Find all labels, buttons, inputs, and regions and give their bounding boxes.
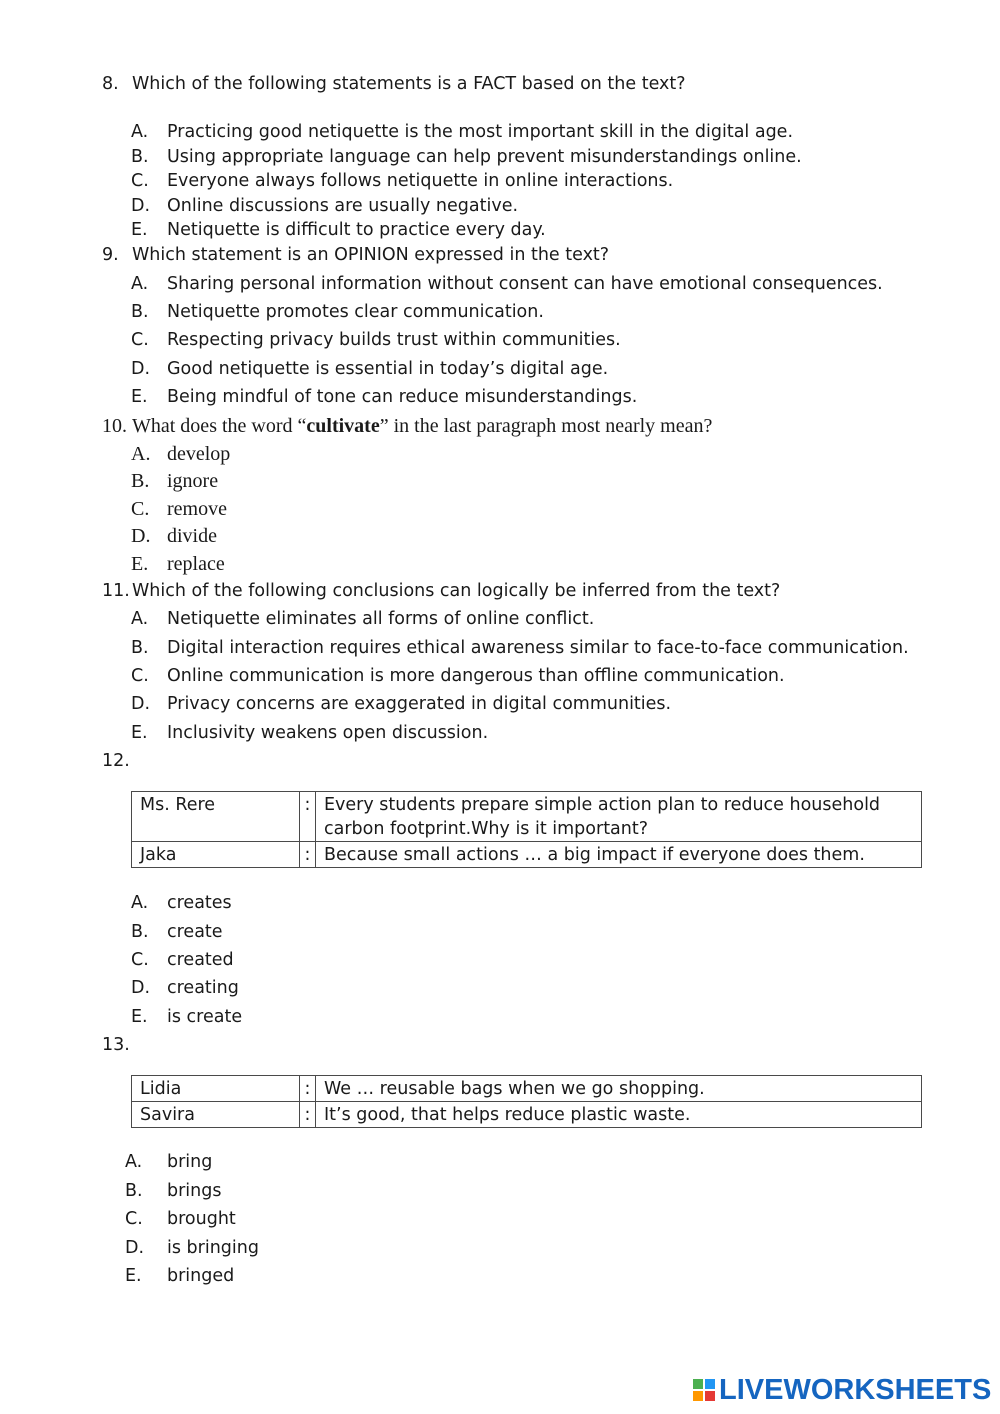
question-text: Which statement is an OPINION expressed in the text?: [132, 245, 610, 265]
option-text: Privacy concerns are exaggerated in digital communities.: [167, 694, 672, 714]
question-11: [102, 579, 781, 603]
option-letter: B.: [131, 302, 149, 322]
separator: :: [300, 1102, 316, 1128]
separator: :: [300, 792, 316, 842]
utterance-line: carbon footprint.Why is it important?: [324, 819, 649, 839]
option-text: brought: [167, 1209, 236, 1229]
option-letter: E.: [131, 387, 148, 407]
option-12d[interactable]: [131, 976, 239, 1000]
utterance-line: Every students prepare simple action plan to reduce household: [324, 795, 881, 815]
question-text: [132, 414, 712, 438]
option-letter: A.: [131, 893, 149, 913]
utterance: We … reusable bags when we go shopping.: [316, 1076, 922, 1102]
utterance: Because small actions … a big impact if everyone does them.: [316, 842, 922, 868]
option-letter: E.: [131, 1007, 148, 1027]
dialogue-row: [132, 1102, 922, 1128]
question-9: [102, 243, 610, 267]
option-letter: B.: [131, 638, 149, 658]
option-text: Being mindful of tone can reduce misunderstandings.: [167, 387, 638, 407]
option-letter: C.: [131, 330, 149, 350]
option-text: replace: [167, 553, 225, 575]
option-letter: B.: [125, 1181, 143, 1201]
option-text: ignore: [167, 470, 219, 492]
option-text: divide: [167, 525, 217, 547]
option-9b[interactable]: [131, 300, 544, 324]
option-text: Netiquette eliminates all forms of online conflict.: [167, 609, 595, 629]
option-text: Using appropriate language can help prevent misunderstandings online.: [167, 147, 802, 167]
option-letter: E.: [131, 553, 149, 575]
option-10e[interactable]: [131, 552, 225, 576]
dialogue-row: [132, 1076, 922, 1102]
speaker: Jaka: [132, 842, 300, 868]
option-text: is bringing: [167, 1238, 259, 1258]
question-number: 9.: [102, 245, 119, 265]
option-letter: C.: [131, 950, 149, 970]
option-letter: E.: [125, 1266, 142, 1286]
option-9c[interactable]: [131, 328, 621, 352]
option-8b[interactable]: [131, 145, 802, 169]
option-11e[interactable]: [131, 721, 489, 745]
option-10c[interactable]: [131, 497, 227, 521]
utterance: [316, 792, 922, 842]
option-text: created: [167, 950, 234, 970]
separator: :: [300, 1076, 316, 1102]
option-text: Netiquette promotes clear communication.: [167, 302, 544, 322]
option-11a[interactable]: [131, 607, 595, 631]
option-13d[interactable]: [125, 1236, 259, 1260]
option-letter: B.: [131, 922, 149, 942]
question-13: [102, 1033, 130, 1057]
separator: :: [300, 842, 316, 868]
option-letter: D.: [131, 978, 151, 998]
option-12e[interactable]: [131, 1005, 243, 1029]
option-11d[interactable]: [131, 692, 672, 716]
dialogue-row: [132, 792, 922, 842]
dialogue-table-13: [131, 1075, 922, 1128]
option-text: Sharing personal information without consent can have emotional consequences.: [167, 274, 883, 294]
liveworksheets-logo[interactable]: [693, 1375, 991, 1405]
option-letter: B.: [131, 470, 150, 492]
option-text: Online discussions are usually negative.: [167, 196, 519, 216]
option-letter: E.: [131, 723, 148, 743]
option-text: creates: [167, 893, 232, 913]
question-text-before: What does the word “: [132, 415, 307, 437]
option-text: Everyone always follows netiquette in online interactions.: [167, 171, 674, 191]
option-letter: D.: [131, 694, 151, 714]
option-text: brings: [167, 1181, 222, 1201]
option-13c[interactable]: [125, 1207, 236, 1231]
option-11b[interactable]: [131, 636, 909, 660]
speaker: Lidia: [132, 1076, 300, 1102]
option-10b[interactable]: [131, 469, 219, 493]
dialogue-table-12: [131, 791, 922, 868]
option-8e[interactable]: [131, 218, 546, 242]
option-letter: A.: [125, 1152, 143, 1172]
question-text: Which of the following statements is a FACT based on the text?: [132, 74, 686, 94]
option-text: bring: [167, 1152, 213, 1172]
option-10a[interactable]: [131, 442, 231, 466]
option-letter: D.: [131, 525, 151, 547]
question-number: 8.: [102, 74, 119, 94]
option-9e[interactable]: [131, 385, 638, 409]
question-number: 10.: [102, 415, 127, 437]
keyword: cultivate: [306, 415, 380, 437]
option-text: is create: [167, 1007, 243, 1027]
option-letter: A.: [131, 443, 151, 465]
option-13a[interactable]: [125, 1150, 213, 1174]
option-10d[interactable]: [131, 524, 217, 548]
dialogue-row: [132, 842, 922, 868]
option-9a[interactable]: [131, 272, 883, 296]
option-9d[interactable]: [131, 357, 609, 381]
option-letter: B.: [131, 147, 149, 167]
question-text-after: ” in the last paragraph most nearly mean?: [379, 415, 713, 437]
option-text: Respecting privacy builds trust within communities.: [167, 330, 621, 350]
option-letter: D.: [131, 359, 151, 379]
option-12a[interactable]: [131, 891, 232, 915]
option-8d[interactable]: [131, 194, 519, 218]
question-number: 11.: [102, 581, 130, 601]
question-8: [102, 72, 686, 96]
question-10: [102, 414, 713, 438]
option-letter: A.: [131, 609, 149, 629]
option-letter: A.: [131, 274, 149, 294]
option-13b[interactable]: [125, 1179, 222, 1203]
question-12: [102, 749, 130, 773]
option-text: Good netiquette is essential in today’s digital age.: [167, 359, 609, 379]
question-text: Which of the following conclusions can logically be inferred from the text?: [132, 581, 781, 601]
option-11c[interactable]: [131, 664, 785, 688]
option-text: develop: [167, 443, 231, 465]
option-text: Digital interaction requires ethical awareness similar to face-to-face communication.: [167, 638, 909, 658]
option-text: remove: [167, 498, 227, 520]
option-text: create: [167, 922, 223, 942]
option-text: bringed: [167, 1266, 235, 1286]
utterance: It’s good, that helps reduce plastic waste.: [316, 1102, 922, 1128]
option-text: Inclusivity weakens open discussion.: [167, 723, 489, 743]
option-8a[interactable]: [131, 120, 794, 144]
option-letter: C.: [131, 171, 149, 191]
question-number: 12.: [102, 751, 130, 771]
option-letter: C.: [131, 498, 150, 520]
option-letter: A.: [131, 122, 149, 142]
option-12b[interactable]: [131, 920, 223, 944]
option-letter: C.: [125, 1209, 143, 1229]
option-8c[interactable]: [131, 169, 674, 193]
option-text: Online communication is more dangerous than offline communication.: [167, 666, 785, 686]
liveworksheets-logo-icon: [693, 1379, 715, 1401]
option-text: creating: [167, 978, 239, 998]
option-text: Practicing good netiquette is the most important skill in the digital age.: [167, 122, 794, 142]
option-13e[interactable]: [125, 1264, 235, 1288]
option-text: Netiquette is difficult to practice every day.: [167, 220, 546, 240]
option-letter: C.: [131, 666, 149, 686]
speaker: Savira: [132, 1102, 300, 1128]
option-12c[interactable]: [131, 948, 234, 972]
question-number: 13.: [102, 1035, 130, 1055]
logo-text: LIVEWORKSHEETS: [719, 1373, 992, 1406]
option-letter: E.: [131, 220, 148, 240]
option-letter: D.: [131, 196, 151, 216]
speaker: Ms. Rere: [132, 792, 300, 842]
option-letter: D.: [125, 1238, 145, 1258]
